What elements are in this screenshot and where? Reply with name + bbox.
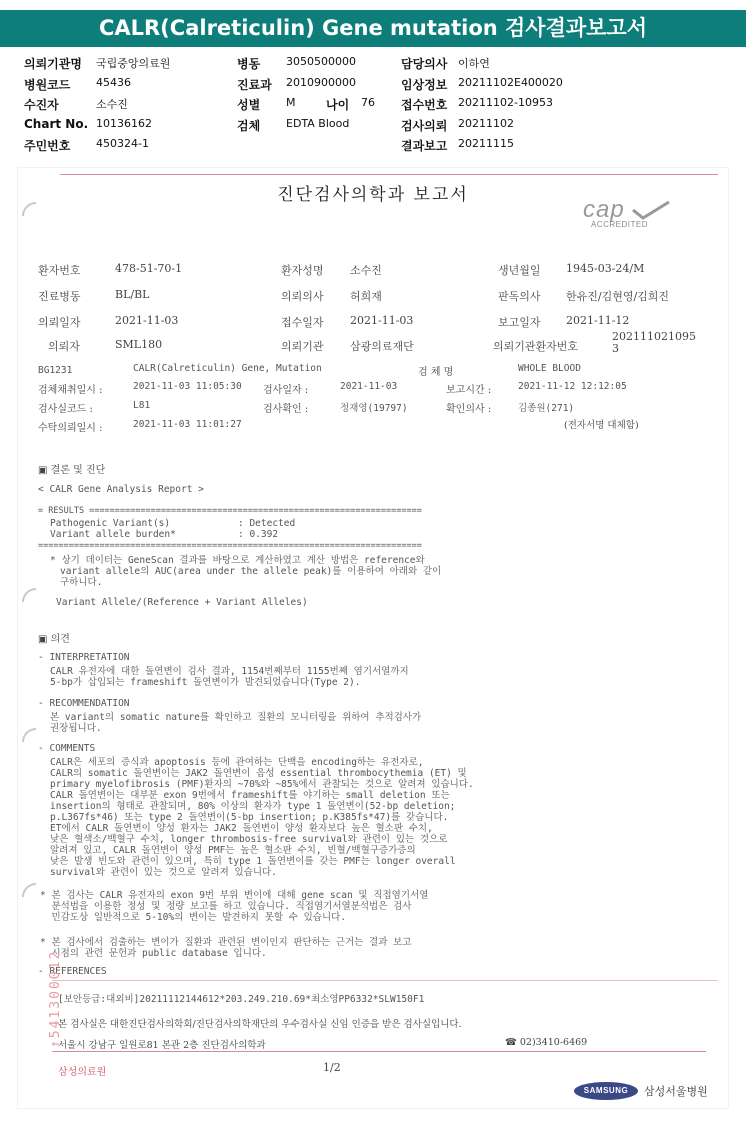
meta-value: 이하연 <box>458 57 490 70</box>
patient-label: 접수일자 <box>281 316 324 329</box>
meta-label: 병동 <box>237 57 261 71</box>
comments-heading: - COMMENTS <box>38 743 96 754</box>
testdate-label: 검사일자 : <box>263 385 309 396</box>
reporttime-label: 보고시간 : <box>446 385 492 396</box>
meta-label: 진료과 <box>237 77 272 92</box>
esign-note: (전자서명 대체함) <box>564 420 639 431</box>
meta-label: 검체 <box>237 118 261 133</box>
report-title: CALR(Calreticulin) Gene mutation 검사결과보고서 <box>98 16 648 40</box>
section-conclusion: ▣ 결론 및 진단 <box>38 465 106 476</box>
meta-value: 450324-1 <box>96 137 149 150</box>
meta-value: 소수진 <box>96 98 128 111</box>
meta-row <box>24 117 724 138</box>
meta-value: 45436 <box>96 75 131 89</box>
patient-value: 허희재 <box>350 290 382 303</box>
scan-mark-icon <box>22 728 36 742</box>
section-opinion: ▣ 의견 <box>38 634 70 645</box>
scanned-report-page <box>18 168 728 1108</box>
meta-label: 접수번호 <box>401 98 448 112</box>
meta-value: 2010900000 <box>286 75 356 89</box>
comment-line: CALR은 세포의 증식과 apoptosis 등에 관여하는 단백을 encoding하는 유전자로, <box>50 757 424 768</box>
comment-line: CALR의 somatic 돌연변이는 JAK2 돌연변이 음성 essential thrombocythemia (ET) 및 <box>50 768 467 779</box>
samsung-hospital-name: 삼성서울병원 <box>644 1085 708 1098</box>
meta-label: Chart No. <box>24 116 89 131</box>
collect-label: 검체채취일시 : <box>38 385 103 396</box>
interpretation-heading: - INTERPRETATION <box>38 652 130 663</box>
meta-value: EDTA Blood <box>286 116 350 130</box>
labcode-value: L81 <box>133 400 151 411</box>
patient-label: 보고일자 <box>498 316 541 329</box>
patient-value: 202111021095 3 <box>612 330 696 355</box>
divider <box>52 980 718 981</box>
note-line: variant allele의 AUC(area under the allele peak)를 이용하여 아래와 같이 <box>60 566 442 577</box>
meta-row <box>24 76 724 97</box>
result-label: Pathogenic Variant(s) <box>50 518 171 529</box>
comment-line: 분석법을 이용한 정성 및 정량 보고를 하고 있습니다. 직접염기서열분석법은 검사 <box>40 901 412 912</box>
patient-value: 1945-03-24/M <box>566 262 645 275</box>
patient-value: 소수진 <box>350 264 382 277</box>
comment-line: * 본 검사는 CALR 유전자의 exon 9번 부위 변이에 대해 gene scan 및 직접염기서열 <box>40 890 429 901</box>
security-line: [보안등급:대외비]20211112144612*203.249.210.69*최소영PP6332*SLW150F1 <box>58 994 425 1005</box>
comment-line: 낮은 혈색소/백혈구 수치, longer thrombosis-free survival와 관련이 있는 것으로 <box>50 834 448 845</box>
divider <box>60 174 718 175</box>
confirm-label: 검사확인 : <box>263 404 309 415</box>
note-line: 구하니다. <box>60 577 103 588</box>
meta-value: 20211102-10953 <box>458 96 553 109</box>
patient-label: 의뢰의사 <box>281 290 324 303</box>
meta-label: 병원코드 <box>24 77 71 92</box>
samsung-logo-mark: SAMSUNG <box>574 1082 638 1100</box>
meta-label: 의뢰기관명 <box>24 57 82 71</box>
references-heading: - REFERENCES <box>38 966 107 977</box>
meta-row <box>24 55 724 76</box>
meta-value: 20211102 <box>458 116 514 130</box>
patient-value: 한유진/김현영/김희진 <box>566 290 670 303</box>
patient-value: 2021-11-03 <box>115 314 179 327</box>
page-number: 1/2 <box>323 1061 341 1074</box>
confirmer-label: 확인의사 : <box>446 404 492 415</box>
comment-line: 낮은 발생 빈도와 관련이 있으며, 특히 type 1 돌연변이를 갖는 PMF는 longer overall <box>50 856 456 867</box>
meta-row <box>24 137 724 158</box>
cap-accredited-text: ACCREDITED <box>591 220 649 229</box>
scan-mark-icon <box>22 883 36 897</box>
comment-line: insertion의 형태로 관찰되며, 80% 이상의 환자가 type 1 돌연변이(52-bp deletion; <box>50 801 456 812</box>
address-line: 서울시 강남구 일원로81 본관 2층 진단검사의학과 <box>58 1040 266 1051</box>
document-title: 진단검사의학과 보고서 <box>277 185 469 205</box>
patient-value: 2021-11-12 <box>566 314 630 327</box>
comment-line: 민감도상 일반적으로 5-10%의 변이는 발견하지 못할 수 있습니다. <box>40 912 347 923</box>
formula: Variant Allele/(Reference + Variant Alleles) <box>56 597 308 608</box>
meta-value: 국립중앙의료원 <box>96 57 171 70</box>
result-value: : 0.392 <box>238 529 279 540</box>
results-line: = RESULTS ================================================================= <box>38 506 422 516</box>
divider <box>52 1051 706 1052</box>
results-line: =========================================================================== <box>38 541 422 551</box>
interpretation-line: CALR 유전자에 대한 돌연변이 검사 결과, 1154번째부터 1155번째 염기서열까지 <box>50 666 409 677</box>
patient-label: 의뢰일자 <box>38 316 81 329</box>
test-code: BG1231 <box>38 365 73 376</box>
specimen-value: WHOLE BLOOD <box>518 363 581 374</box>
meta-value: 76 <box>361 96 375 109</box>
meta-label: 수진자 <box>24 98 59 112</box>
comment-line: 시점의 관련 문헌과 public database 입니다. <box>40 948 267 959</box>
meta-label: 결과보고 <box>401 139 448 153</box>
meta-value: 20211115 <box>458 137 514 150</box>
patient-value: 2021-11-03 <box>350 314 414 327</box>
patient-label: 의뢰기관 <box>281 340 324 353</box>
checkmark-icon <box>631 200 671 220</box>
cap-logo-text: cap <box>583 196 625 223</box>
meta-value: 20211102E400020 <box>458 75 563 89</box>
comment-line: p.L367fs*46) 또는 type 2 돌연변이(5-bp insertion; p.K385fs*47)를 갖습니다. <box>50 812 449 823</box>
test-name: CALR(Calreticulin) Gene, Mutation <box>133 363 322 374</box>
phone-number: ☎ 02)3410-6469 <box>505 1037 588 1048</box>
meta-label: 검사의뢰 <box>401 118 448 133</box>
result-value: : Detected <box>238 518 296 529</box>
receipt-stamp: ↑541300012 <box>48 949 63 1048</box>
certification-line: 본 검사실은 대한진단검사의학회/진단검사의학재단의 우수검사실 신임 인증을 받은 검사실입니다. <box>58 1019 462 1030</box>
result-label: Variant allele burden* <box>50 529 176 540</box>
recommendation-line: 본 variant의 somatic nature를 확인하고 질환의 모니터링을 위하여 추적검사가 <box>50 712 422 723</box>
cap-accredited-logo <box>583 196 673 228</box>
samsung-hospital-logo <box>574 1080 734 1104</box>
comment-line: * 본 검사에서 검출하는 변이가 질환과 관련된 변이인지 판단하는 근거는 결과 보고 <box>40 937 412 948</box>
meta-label: 담당의사 <box>401 57 448 71</box>
confirmer-value: 김종원(271) <box>518 403 575 414</box>
consign-value: 2021-11-03 11:01:27 <box>133 419 242 430</box>
testdate-value: 2021-11-03 <box>340 381 398 392</box>
specimen-label: 검 체 명 <box>418 367 454 378</box>
report-title-bar <box>0 10 746 47</box>
patient-label: 의뢰자 <box>48 340 80 353</box>
patient-label: 진료병동 <box>38 290 81 303</box>
footer-institution: 삼성의료원 <box>58 1067 107 1078</box>
meta-label: 주민번호 <box>24 139 71 153</box>
patient-label: 생년월일 <box>498 264 541 277</box>
comment-line: survival와 관련이 있는 것으로 알려져 있습니다. <box>50 867 277 878</box>
comment-line: ET에서 CALR 돌연변이 양성 환자는 JAK2 돌연변이 양성 환자보다 높은 혈소판 수치, <box>50 823 433 834</box>
request-info <box>24 55 724 158</box>
collect-value: 2021-11-03 11:05:30 <box>133 381 242 392</box>
comment-line: primary myelofibrosis (PMF)환자의 ~70%와 ~85%에서 관찰되는 것으로 알려져 있습니다. <box>50 779 474 790</box>
meta-value: 3050500000 <box>286 55 356 68</box>
meta-row <box>24 96 724 117</box>
meta-label: 나이 <box>326 98 350 112</box>
consign-label: 수탁의뢰일시 : <box>38 423 103 434</box>
note-line: * 상기 데이터는 GeneScan 결과를 바탕으로 계산하였고 계산 방법은 reference와 <box>50 555 425 566</box>
confirm-value: 정재영(19797) <box>340 403 408 414</box>
meta-value: M <box>286 96 296 109</box>
reporttime-value: 2021-11-12 12:12:05 <box>518 381 627 392</box>
recommendation-heading: - RECOMMENDATION <box>38 698 130 709</box>
meta-label: 성별 <box>237 98 261 112</box>
patient-value: SML180 <box>115 338 163 351</box>
comment-line: CALR 돌연변이는 대부분 exon 9번에서 frameshift를 야기하는 small deletion 또는 <box>50 790 450 801</box>
interpretation-line: 5-bp가 삽입되는 frameshift 돌연변이가 발견되었습니다(Type 2). <box>50 677 361 688</box>
labcode-label: 검사실코드 : <box>38 404 93 415</box>
comment-line: 알려져 있고, CALR 돌연변이 양성 PMF는 높은 혈소판 수치, 빈혈/백혈구증가증의 <box>50 845 416 856</box>
patient-value: 삼광의료재단 <box>350 340 414 353</box>
meta-value: 10136162 <box>96 116 152 130</box>
patient-label: 판독의사 <box>498 290 541 303</box>
recommendation-line: 권장됩니다. <box>50 723 102 734</box>
gene-report-title: < CALR Gene Analysis Report > <box>38 484 204 495</box>
patient-value: 478-51-70-1 <box>115 262 183 275</box>
patient-label: 환자성명 <box>281 264 324 277</box>
patient-label: 환자번호 <box>38 264 81 277</box>
scan-mark-icon <box>22 588 36 602</box>
meta-label: 임상정보 <box>401 77 448 92</box>
patient-label: 의뢰기관환자번호 <box>493 340 579 353</box>
patient-value: BL/BL <box>115 288 150 301</box>
